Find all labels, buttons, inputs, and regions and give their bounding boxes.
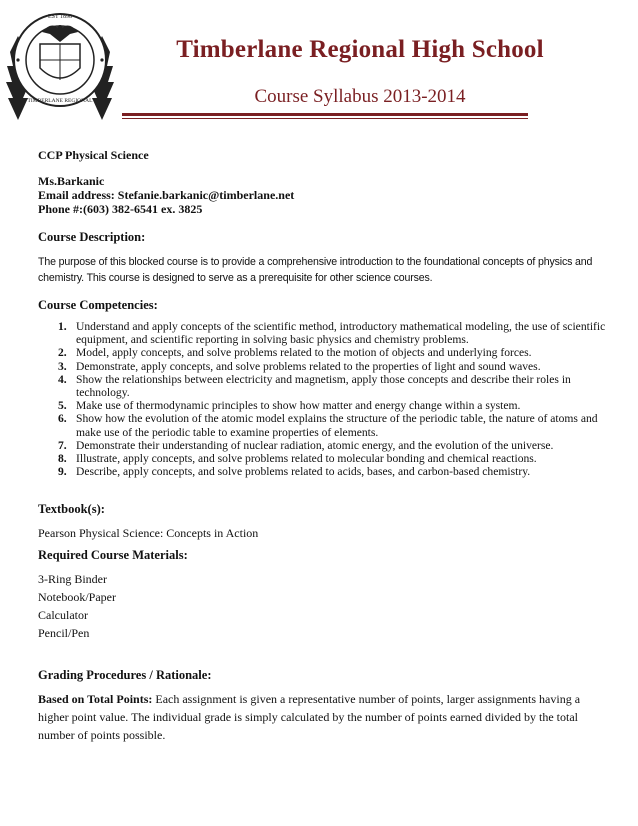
item-text: Show the relationships between electricity and magnetism, apply those concepts and describe their roles in technology. bbox=[76, 372, 571, 400]
item-text: Demonstrate their understanding of nuclear radiation, atomic energy, and the evolution of the universe. bbox=[76, 438, 554, 452]
list-item bbox=[38, 320, 608, 346]
list-item bbox=[38, 399, 608, 412]
material-item: Pencil/Pen bbox=[38, 626, 90, 641]
title-rule-thin bbox=[122, 118, 528, 119]
list-item bbox=[38, 373, 608, 399]
grading-text bbox=[38, 690, 608, 744]
list-item bbox=[38, 452, 608, 465]
item-number: 9. bbox=[58, 465, 67, 479]
svg-text:EST 1898: EST 1898 bbox=[47, 14, 73, 20]
item-number: 2. bbox=[58, 346, 67, 360]
materials-heading: Required Course Materials: bbox=[38, 548, 188, 563]
textbook-heading: Textbook(s): bbox=[38, 502, 105, 517]
email-line: Email address: Stefanie.barkanic@timberlane.net bbox=[38, 188, 295, 202]
textbook-title: Pearson Physical Science: Concepts in Action bbox=[38, 526, 259, 541]
list-item bbox=[38, 360, 608, 373]
grading-heading: Grading Procedures / Rationale: bbox=[38, 668, 212, 683]
material-item: Calculator bbox=[38, 608, 88, 623]
syllabus-title: Course Syllabus 2013-2014 bbox=[254, 86, 466, 107]
list-item bbox=[38, 465, 608, 478]
competencies-list bbox=[38, 320, 608, 478]
grading-label: Based on Total Points: bbox=[38, 692, 153, 707]
syllabus-body bbox=[38, 148, 608, 744]
school-seal-logo bbox=[4, 2, 116, 122]
material-item: Notebook/Paper bbox=[38, 590, 116, 605]
item-number: 4. bbox=[58, 372, 67, 386]
teacher-name: Ms.Barkanic bbox=[38, 174, 105, 188]
phone-line: Phone #:(603) 382-6541 ex. 3825 bbox=[38, 202, 203, 216]
school-name: Timberlane Regional High School bbox=[176, 36, 544, 63]
list-item bbox=[38, 412, 608, 438]
item-text: Demonstrate, apply concepts, and solve problems related to the properties of light and sound waves. bbox=[76, 359, 541, 373]
item-number: 3. bbox=[58, 359, 67, 373]
title-rule bbox=[122, 113, 528, 116]
course-description-heading: Course Description: bbox=[38, 230, 146, 244]
material-item: 3-Ring Binder bbox=[38, 572, 107, 587]
course-description-text: The purpose of this blocked course is to provide a comprehensive introduction to the foundational concepts of physics and chemistry. This course is designed to serve as a prerequisite for other science courses. bbox=[38, 256, 593, 284]
list-item bbox=[38, 439, 608, 452]
grading-body: Each assignment is given a representative number of points, larger assignments having a higher point value. The individual grade is simply calculated by the number of points earned divided by the total number of points possible. bbox=[38, 692, 581, 743]
item-text: Understand and apply concepts of the scientific method, introductory mathematical modeling, the use of scientific equipment, and scientific reporting in solving basic physics and chemistry problems. bbox=[76, 320, 606, 347]
item-text: Illustrate, apply concepts, and solve problems related to molecular bonding and chemical reactions. bbox=[76, 452, 537, 466]
item-number: 8. bbox=[58, 452, 67, 466]
item-number: 5. bbox=[58, 399, 67, 413]
course-name: CCP Physical Science bbox=[38, 148, 149, 162]
item-number: 6. bbox=[58, 412, 67, 426]
list-item bbox=[38, 346, 608, 359]
item-number: 7. bbox=[58, 438, 67, 452]
item-text: Describe, apply concepts, and solve problems related to acids, bases, and carbon-based chemistry. bbox=[76, 465, 531, 479]
item-number: 1. bbox=[58, 320, 67, 333]
item-text: Make use of thermodynamic principles to show how matter and energy change within a system. bbox=[76, 399, 521, 413]
course-competencies-heading: Course Competencies: bbox=[38, 298, 158, 312]
svg-text:TIMBERLANE REGIONAL: TIMBERLANE REGIONAL bbox=[27, 98, 93, 104]
item-text: Show how the evolution of the atomic model explains the structure of the periodic table, the nature of atoms and make use of the periodic table to examine properties of elements. bbox=[76, 412, 598, 439]
item-text: Model, apply concepts, and solve problems related to the motion of objects and underlying forces. bbox=[76, 346, 532, 360]
